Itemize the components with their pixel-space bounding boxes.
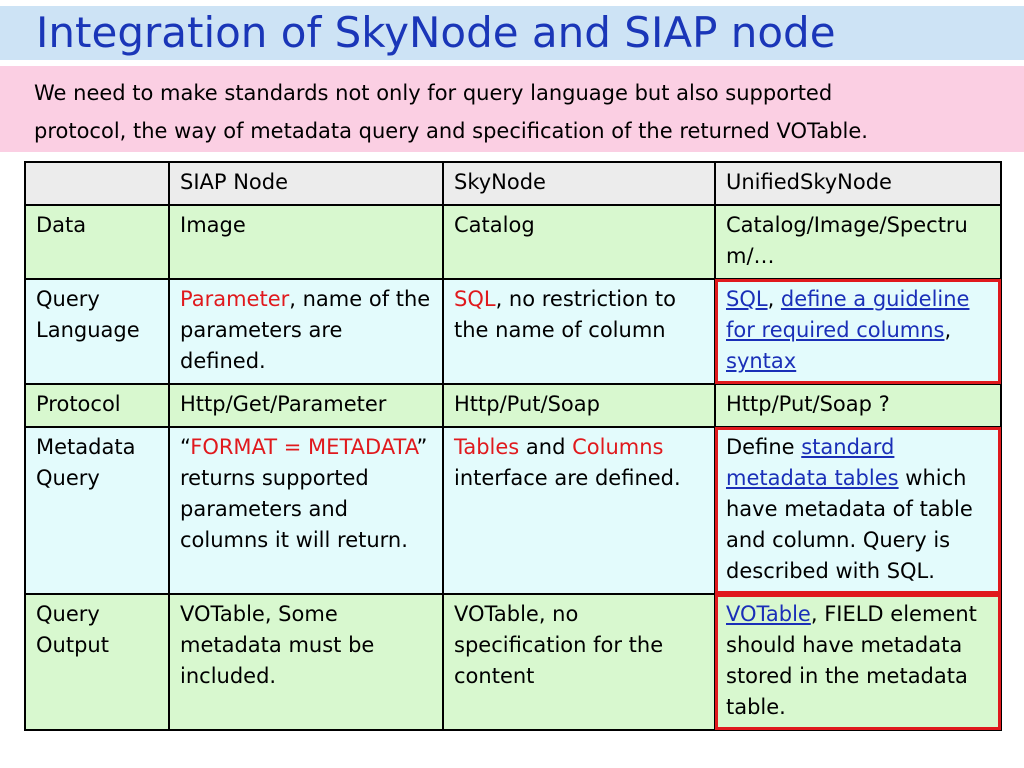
cell-text: and [519, 435, 573, 459]
cell-metadata-query-unified [715, 427, 1001, 594]
row-label-metadata-query: Metadata Query [25, 427, 169, 594]
cell-text: Define [726, 435, 802, 459]
cell-protocol-unified: Http/Put/Soap ? [715, 384, 1001, 427]
slide-title: Integration of SkyNode and SIAP node [36, 8, 836, 57]
row-label-query-output: Query Output [25, 594, 169, 730]
subtitle-line-1: We need to make standards not only for query language but also supported [34, 81, 833, 105]
open-quote: “ [180, 435, 191, 459]
subtitle-line-2: protocol, the way of metadata query and specification of the returned VOTable. [34, 119, 868, 143]
cell-text: which have metadata of table and column. Query is described with SQL. [726, 466, 973, 583]
cell-metadata-query-siap [169, 427, 443, 594]
highlight-text: Columns [572, 435, 664, 459]
link-votable[interactable]: VOTable [726, 602, 811, 626]
highlight-text: FORMAT = METADATA [190, 435, 417, 459]
cell-metadata-query-skynode [443, 427, 715, 594]
row-label-protocol: Protocol [25, 384, 169, 427]
link-syntax[interactable]: syntax [726, 349, 797, 373]
highlight-text: Tables [454, 435, 520, 459]
row-metadata-query [25, 427, 1001, 594]
comparison-table [24, 161, 1002, 731]
cell-text: , no restriction to the name of column [454, 287, 677, 342]
header-row [25, 162, 1001, 205]
subtitle-text [34, 74, 868, 150]
highlight-text: Parameter [180, 287, 290, 311]
cell-data-skynode: Catalog [443, 205, 715, 279]
row-data [25, 205, 1001, 279]
header-skynode: SkyNode [443, 162, 715, 205]
cell-query-output-siap: VOTable, Some metadata must be included. [169, 594, 443, 730]
close-quote: ” [416, 435, 428, 459]
cell-query-output-skynode: VOTable, no specification for the content [443, 594, 715, 730]
cell-query-language-siap [169, 279, 443, 384]
cell-text: returns supported parameters and columns it will return. [180, 466, 408, 552]
header-empty [25, 162, 169, 205]
title-bar [0, 6, 1024, 60]
link-standard-metadata-tables[interactable]: standard metadata tables [726, 435, 899, 490]
cell-text: , name of the parameters are defined. [180, 287, 431, 373]
link-define-guideline[interactable]: define a guideline for required columns [726, 287, 970, 342]
separator: , [767, 287, 781, 311]
cell-protocol-skynode: Http/Put/Soap [443, 384, 715, 427]
header-unified-skynode: UnifiedSkyNode [715, 162, 1001, 205]
cell-query-output-unified [715, 594, 1001, 730]
cell-text: interface are defined. [454, 466, 681, 490]
row-label-query-language: Query Language [25, 279, 169, 384]
highlight-text: SQL [454, 287, 496, 311]
cell-query-language-unified [715, 279, 1001, 384]
cell-protocol-siap: Http/Get/Parameter [169, 384, 443, 427]
subtitle-box [0, 66, 1024, 152]
header-siap-node: SIAP Node [169, 162, 443, 205]
cell-data-siap: Image [169, 205, 443, 279]
row-query-language [25, 279, 1001, 384]
cell-query-language-skynode [443, 279, 715, 384]
row-label-data: Data [25, 205, 169, 279]
link-sql[interactable]: SQL [726, 287, 768, 311]
row-protocol [25, 384, 1001, 427]
row-query-output [25, 594, 1001, 730]
separator: , [944, 318, 952, 342]
cell-text: , FIELD element should have metadata stored in the metadata table. [726, 602, 977, 719]
cell-data-unified: Catalog/Image/Spectrum/… [715, 205, 1001, 279]
